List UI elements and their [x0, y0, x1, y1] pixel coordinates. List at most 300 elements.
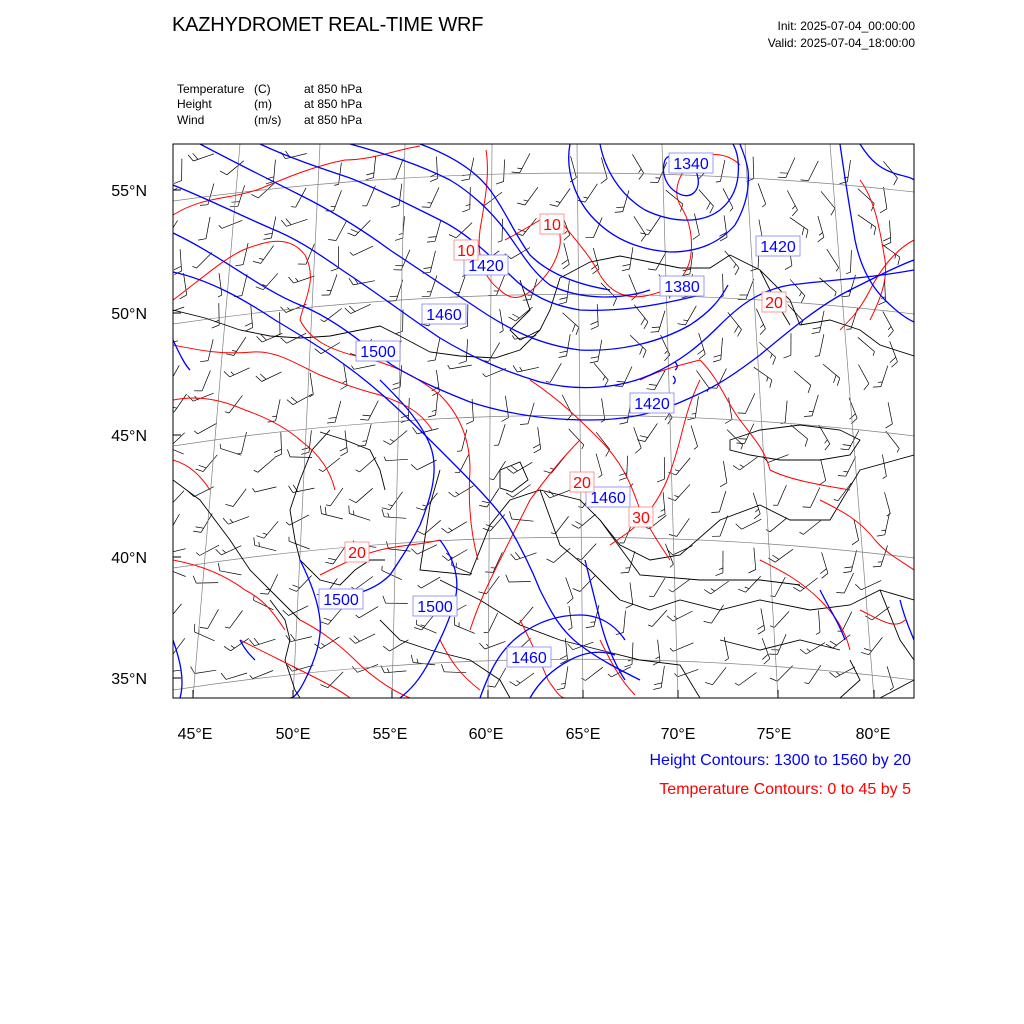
wind-barb-shaft: [851, 550, 856, 571]
wind-barb-flag: [568, 628, 572, 630]
wind-barb-flag: [652, 327, 660, 328]
wind-barb-flag: [321, 622, 329, 625]
height-label: 1380: [664, 279, 700, 296]
wind-barb-shaft: [727, 430, 743, 446]
wind-barb-flag: [735, 326, 739, 333]
wind-barb-shaft: [169, 491, 184, 507]
wind-barb-flag: [736, 524, 742, 529]
wind-barb-flag: [461, 179, 469, 180]
wind-barb-flag: [647, 230, 651, 231]
wind-barb-shaft: [193, 393, 214, 401]
wind-barb-flag: [843, 445, 851, 446]
wind-barb-shaft: [502, 219, 503, 241]
wind-barb-flag: [264, 238, 272, 239]
wind-barb-shaft: [569, 429, 584, 445]
wind-barb-flag: [350, 252, 353, 255]
wind-barb-flag: [356, 615, 360, 618]
wind-barb-shaft: [469, 158, 474, 180]
wind-barb-flag: [390, 439, 394, 441]
wind-barb-flag: [421, 625, 425, 626]
wind-barb-flag: [615, 386, 623, 387]
wind-barb-flag: [151, 192, 157, 198]
wind-barb-shaft: [882, 455, 886, 477]
wind-barb-flag: [289, 588, 296, 591]
wind-barb-shaft: [869, 637, 883, 654]
wind-barb-flag: [801, 180, 809, 181]
wind-barb-flag: [483, 374, 486, 377]
wind-barb-shaft: [724, 637, 728, 659]
wind-barb-flag: [516, 681, 520, 683]
wind-barb-shaft: [790, 218, 808, 231]
wind-barb-flag: [430, 179, 437, 182]
wind-barb-flag: [180, 295, 187, 299]
wind-barb-flag: [513, 365, 517, 372]
wind-barb-flag: [895, 254, 896, 258]
wind-barb-shaft: [274, 160, 276, 182]
wind-barb-flag: [586, 627, 594, 628]
wind-barb-shaft: [200, 545, 219, 555]
wind-barb-flag: [713, 360, 721, 362]
wind-barb-shaft: [775, 549, 793, 562]
wind-barb-flag: [714, 355, 722, 357]
wind-barb-flag: [256, 536, 264, 539]
wind-barb-shaft: [844, 573, 853, 593]
wind-barb-shaft: [499, 424, 506, 445]
wind-barb-shaft: [890, 221, 891, 243]
wind-barb-flag: [670, 564, 673, 567]
wind-barb-shaft: [504, 160, 505, 182]
wind-barb-flag: [816, 632, 820, 634]
wind-barb-shaft: [758, 183, 766, 204]
wind-barb-shaft: [786, 158, 795, 178]
wind-barb-shaft: [585, 667, 603, 680]
wind-barb-shaft: [466, 339, 467, 361]
wind-barb-flag: [544, 471, 552, 473]
wind-barb-flag: [813, 328, 821, 329]
wind-barb-flag: [802, 227, 804, 235]
wind-barb-shaft: [374, 156, 376, 178]
wind-barb-shaft: [821, 191, 835, 208]
wind-barb-flag: [591, 622, 596, 623]
wind-barb-flag: [670, 648, 673, 651]
wind-barb-flag: [349, 506, 350, 514]
wind-barb-flag: [188, 155, 193, 161]
wind-barb-flag: [878, 302, 885, 305]
wind-barb-flag: [818, 237, 824, 242]
wind-barb-shaft: [290, 637, 311, 642]
wind-barb-flag: [894, 178, 898, 185]
wind-barb-shaft: [890, 341, 898, 362]
wind-barb-flag: [502, 418, 509, 422]
wind-barb-shaft: [740, 457, 758, 470]
wind-barb-shaft: [230, 368, 250, 377]
wind-barb-shaft: [811, 488, 820, 508]
wind-barb-flag: [390, 296, 398, 297]
wind-barb-shaft: [276, 399, 281, 421]
wind-barb-flag: [737, 443, 745, 444]
field-name: Temperature: [177, 82, 245, 96]
wind-barb-flag: [231, 372, 234, 375]
wind-barb-flag: [649, 384, 657, 385]
wind-barb-flag: [582, 445, 584, 449]
wind-barb-flag: [884, 243, 891, 246]
wind-barb-flag: [643, 350, 646, 357]
wind-barb-flag: [191, 667, 195, 674]
wind-barb-flag: [880, 209, 887, 213]
map-content: [151, 144, 914, 698]
wind-barb-shaft: [509, 582, 531, 583]
wind-barb-flag: [560, 655, 567, 659]
wind-barb-flag: [773, 357, 776, 364]
wind-barb-shaft: [430, 251, 435, 272]
wind-barb-flag: [644, 322, 648, 329]
wind-barb-shaft: [330, 488, 343, 506]
wind-barb-flag: [793, 587, 800, 591]
wind-barb-shaft: [803, 521, 820, 535]
lon-tick-label: 75°E: [756, 726, 792, 743]
wind-barb-shaft: [838, 483, 851, 501]
wind-barb-shaft: [255, 487, 276, 492]
wind-barb-flag: [417, 659, 418, 663]
wind-barb-flag: [265, 233, 273, 234]
wind-barb-flag: [620, 422, 628, 424]
wind-barb-shaft: [196, 583, 218, 584]
wind-barb-shaft: [202, 371, 210, 391]
wind-barb-flag: [158, 308, 163, 314]
wind-barb-flag: [757, 625, 764, 629]
height-label: 1500: [417, 599, 453, 616]
wind-barb-flag: [259, 258, 263, 259]
wind-barb-shaft: [360, 457, 377, 472]
wind-barb-flag: [692, 413, 696, 414]
wind-barb-flag: [669, 590, 673, 593]
wind-barb-flag: [897, 449, 899, 453]
wind-barb-flag: [194, 431, 198, 434]
wind-barb-flag: [331, 268, 339, 271]
wind-barb-flag: [601, 179, 607, 184]
wind-barb-shaft: [851, 250, 852, 272]
wind-barb-shaft: [226, 673, 247, 679]
wind-barb-shaft: [711, 581, 729, 594]
wind-barb-flag: [253, 488, 256, 492]
wind-barb-flag: [667, 549, 673, 555]
wind-barb-flag: [428, 415, 436, 417]
wind-barb-flag: [245, 323, 252, 326]
wind-barb-flag: [674, 495, 678, 497]
wind-barb-flag: [711, 512, 719, 513]
wind-barb-flag: [511, 466, 517, 471]
wind-barb-shaft: [554, 548, 571, 563]
wind-barb-flag: [212, 325, 219, 328]
map-title: KAZHYDROMET REAL-TIME WRF: [172, 14, 484, 36]
wind-barb-flag: [843, 572, 851, 573]
wind-barb-shaft: [654, 578, 665, 597]
wind-barb-shaft: [355, 634, 375, 644]
wind-barb-flag: [738, 330, 742, 337]
wind-barb-flag: [640, 436, 648, 438]
wind-barb-flag: [874, 227, 876, 235]
wind-barb-shaft: [258, 458, 275, 472]
wind-barb-flag: [221, 673, 226, 679]
wind-barb-flag: [328, 418, 336, 419]
wind-barb-shaft: [581, 544, 596, 560]
wind-barb-shaft: [721, 338, 723, 360]
wind-barb-shaft: [659, 311, 666, 332]
lon-tick-label: 70°E: [660, 726, 696, 743]
wind-barb-flag: [167, 528, 172, 529]
wind-barb-flag: [224, 646, 231, 651]
wind-barb-flag: [888, 326, 891, 330]
wind-barb-flag: [792, 206, 795, 209]
wind-barb-flag: [738, 413, 746, 414]
lat-tick-label: 45°N: [111, 428, 147, 445]
wind-barb-shaft: [774, 611, 789, 627]
wind-barb-flag: [745, 587, 749, 589]
wind-barb-shaft: [846, 457, 856, 477]
wind-barb-flag: [654, 683, 662, 685]
wind-barb-shaft: [523, 218, 537, 235]
wind-barb-shaft: [219, 273, 222, 295]
wind-barb-flag: [836, 268, 839, 272]
wind-barb-shaft: [675, 484, 690, 500]
wind-barb-flag: [193, 153, 198, 159]
wind-barb-flag: [841, 296, 849, 297]
wind-barb-flag: [232, 202, 240, 203]
wind-barb-flag: [517, 168, 521, 169]
wind-barb-shaft: [791, 425, 808, 439]
wind-barb-flag: [758, 630, 765, 634]
wind-barb-flag: [804, 683, 808, 684]
wind-barb-flag: [819, 233, 823, 236]
wind-barb-flag: [615, 212, 623, 213]
wind-barb-flag: [235, 265, 243, 266]
wind-barb-flag: [873, 566, 881, 567]
wind-barb-flag: [486, 644, 489, 647]
wind-barb-flag: [281, 338, 287, 343]
wind-barb-flag: [510, 511, 512, 519]
wind-barb-flag: [512, 172, 520, 173]
height-label: 1500: [360, 344, 396, 361]
field-unit: (m): [254, 97, 272, 111]
wind-barb-shaft: [195, 670, 217, 673]
wind-barb-shaft: [754, 548, 756, 570]
wind-barb-flag: [154, 343, 157, 347]
wind-barb-flag: [164, 234, 168, 235]
wind-barb-flag: [591, 321, 598, 324]
height-contour-legend: Height Contours: 1300 to 1560 by 20: [649, 752, 911, 769]
wind-barb-flag: [754, 514, 760, 519]
wind-barb-flag: [533, 444, 540, 448]
wind-barb-flag: [699, 354, 705, 359]
wind-barb-flag: [564, 235, 570, 240]
wind-barb-flag: [656, 657, 660, 659]
wind-barb-flag: [667, 616, 673, 621]
wind-barb-flag: [174, 266, 181, 269]
wind-barb-shaft: [858, 215, 876, 228]
wind-barb-shaft: [634, 216, 646, 235]
wind-barb-shaft: [444, 672, 466, 673]
wind-barb-flag: [512, 314, 519, 318]
wind-barb-shaft: [169, 514, 180, 533]
wind-barb-flag: [295, 278, 298, 282]
wind-barb-flag: [762, 204, 765, 207]
wind-barb-flag: [383, 646, 389, 651]
wind-barb-flag: [482, 501, 490, 503]
wind-barb-flag: [815, 356, 820, 357]
wind-barb-flag: [892, 362, 898, 367]
wind-barb-flag: [161, 668, 163, 672]
wind-barb-shaft: [281, 432, 282, 454]
wind-barb-shaft: [254, 600, 274, 610]
field-level: at 850 hPa: [304, 97, 363, 111]
wind-barb-flag: [567, 598, 573, 603]
wind-barb-shaft: [516, 673, 534, 686]
wind-barb-flag: [218, 563, 220, 571]
wind-barb-shaft: [268, 574, 278, 594]
wind-barb-flag: [432, 410, 436, 411]
wind-barb-flag: [161, 532, 169, 533]
wind-barb-shaft: [563, 313, 579, 328]
wind-barb-shaft: [885, 492, 891, 513]
wind-barb-shaft: [233, 489, 246, 507]
wind-barb-shaft: [746, 394, 755, 414]
wind-barb-flag: [877, 535, 885, 536]
wind-barb-shaft: [594, 363, 608, 380]
wind-barb-shaft: [435, 220, 441, 241]
wind-barb-flag: [864, 384, 869, 390]
wind-barb-flag: [156, 190, 162, 196]
wind-barb-flag: [320, 685, 327, 688]
wind-barb-flag: [291, 207, 296, 208]
wind-barb-flag: [622, 269, 630, 271]
wind-barb-flag: [830, 641, 837, 645]
wind-barb-flag: [608, 674, 611, 677]
wind-barb-flag: [274, 449, 281, 452]
wind-barb-flag: [388, 513, 389, 517]
wind-barb-shaft: [694, 214, 699, 235]
wind-barb-shaft: [558, 189, 571, 207]
wind-barb-flag: [340, 447, 347, 451]
wind-barb-shaft: [206, 217, 210, 239]
wind-barb-flag: [836, 593, 844, 594]
init-time: Init: 2025-07-04_00:00:00: [777, 19, 915, 33]
wind-barb-flag: [506, 575, 509, 582]
wind-barb-flag: [254, 537, 255, 545]
temperature-labels: [348, 217, 783, 562]
wind-barb-flag: [161, 383, 169, 384]
wind-barb-shaft: [430, 187, 439, 207]
wind-barb-flag: [165, 446, 169, 448]
wind-barb-flag: [223, 518, 228, 524]
wind-barb-shaft: [812, 395, 818, 416]
wind-barb-flag: [515, 552, 520, 558]
wind-barb-shaft: [597, 304, 598, 326]
wind-barb-flag: [800, 532, 804, 534]
wind-barb-flag: [395, 238, 403, 240]
wind-barb-shaft: [754, 367, 772, 380]
wind-barb-flag: [321, 320, 325, 322]
wind-barb-flag: [568, 644, 573, 650]
wind-barb-flag: [770, 678, 777, 681]
wind-barb-shaft: [596, 432, 610, 449]
wind-barb-flag: [771, 596, 776, 597]
wind-barb-shaft: [335, 401, 341, 422]
wind-barb-shaft: [648, 217, 660, 235]
wind-barb-flag: [544, 492, 549, 498]
wind-barb-flag: [770, 354, 772, 358]
wind-barb-shaft: [203, 455, 217, 472]
wind-barb-flag: [291, 397, 297, 402]
wind-barb-flag: [546, 382, 550, 383]
wind-barb-flag: [160, 547, 165, 554]
wind-barb-flag: [760, 324, 763, 327]
wind-barb-flag: [887, 514, 891, 517]
wind-barb-flag: [716, 181, 721, 182]
wind-barb-shaft: [742, 519, 762, 529]
wind-barb-flag: [466, 421, 473, 424]
wind-barb-flag: [510, 682, 517, 686]
wind-barb-flag: [584, 197, 588, 198]
wind-barb-flag: [511, 554, 516, 560]
wind-barb-shaft: [808, 161, 818, 181]
wind-barb-flag: [844, 567, 852, 568]
field-level: at 850 hPa: [304, 82, 363, 96]
wind-barb-shaft: [585, 184, 597, 202]
wind-barb-flag: [591, 326, 598, 329]
wind-barb-shaft: [384, 671, 406, 673]
wind-barb-flag: [738, 589, 745, 592]
wind-barb-shaft: [821, 459, 826, 480]
wind-barb-shaft: [520, 154, 530, 173]
wind-barb-shaft: [661, 666, 664, 688]
field-unit: (C): [254, 82, 271, 96]
wind-barb-shaft: [725, 251, 739, 268]
field-name: Height: [177, 97, 212, 111]
wind-barbs: [151, 151, 899, 690]
wind-barb-flag: [512, 335, 514, 339]
wind-barb-flag: [873, 387, 881, 388]
wind-barb-shaft: [470, 187, 471, 209]
wind-barb-shaft: [567, 334, 571, 356]
wind-barb-shaft: [883, 311, 894, 330]
wind-barb-flag: [198, 239, 206, 240]
wind-barb-flag: [835, 292, 837, 296]
temperature-label: 10: [543, 217, 561, 234]
wind-barb-flag: [168, 502, 172, 504]
wind-barb-shaft: [354, 365, 376, 369]
wind-barb-flag: [257, 336, 263, 342]
wind-barb-flag: [388, 505, 392, 506]
wind-barb-flag: [417, 531, 424, 535]
wind-barb-flag: [289, 486, 293, 493]
wind-barb-shaft: [201, 514, 212, 533]
wind-barb-shaft: [699, 190, 714, 207]
wind-barb-flag: [225, 627, 229, 628]
wind-barb-flag: [792, 210, 797, 216]
wind-barb-flag: [230, 206, 238, 207]
wind-barb-flag: [383, 596, 386, 604]
wind-barb-flag: [808, 385, 811, 393]
wind-barb-flag: [343, 381, 347, 383]
wind-barb-flag: [582, 678, 586, 680]
temperature-label: 20: [765, 295, 783, 312]
wind-barb-flag: [442, 664, 445, 672]
field-name: Wind: [177, 113, 205, 127]
wind-barb-flag: [770, 380, 772, 388]
wind-barb-flag: [616, 207, 624, 208]
wind-barb-flag: [733, 466, 740, 470]
wind-barb-shaft: [809, 665, 821, 683]
